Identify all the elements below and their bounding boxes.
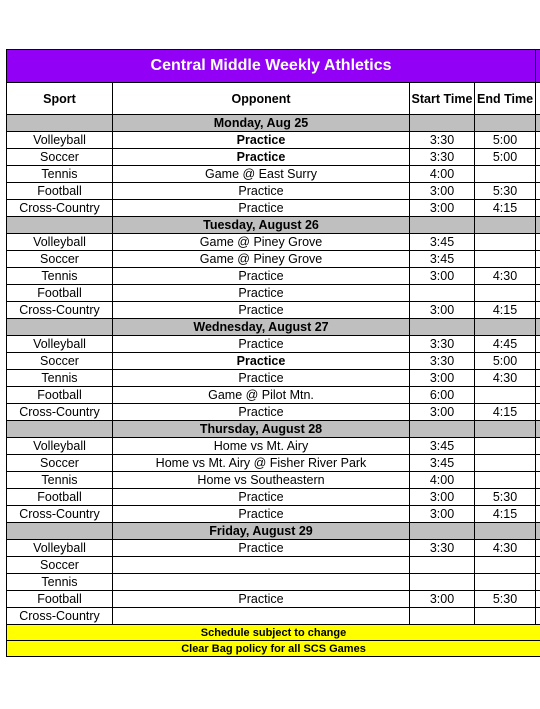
- schedule-row: [7, 455, 540, 472]
- schedule-row: [7, 404, 540, 421]
- schedule-row: [7, 608, 540, 625]
- end-time-cell: [475, 608, 536, 625]
- sport-cell: Volleyball: [7, 336, 113, 353]
- day-spacer: [410, 421, 475, 438]
- end-time-cell: 4:15: [475, 302, 536, 319]
- day-spacer: [475, 319, 536, 336]
- note-text: Schedule subject to change: [7, 625, 540, 641]
- edge-cell: [536, 608, 540, 625]
- schedule-row: [7, 285, 540, 302]
- edge-cell: [536, 234, 540, 251]
- edge-cell: [536, 404, 540, 421]
- schedule-row: [7, 557, 540, 574]
- sport-cell: Football: [7, 489, 113, 506]
- day-label: Wednesday, August 27: [113, 319, 410, 336]
- start-time-cell: [410, 285, 475, 302]
- day-header-row: [7, 319, 540, 336]
- sport-cell: Football: [7, 285, 113, 302]
- start-time-cell: [410, 574, 475, 591]
- edge-cell: [536, 115, 540, 132]
- opponent-cell: Practice: [113, 489, 410, 506]
- end-time-cell: [475, 574, 536, 591]
- start-time-cell: 3:45: [410, 234, 475, 251]
- sport-cell: Cross-Country: [7, 404, 113, 421]
- sport-cell: Football: [7, 387, 113, 404]
- day-spacer: [410, 217, 475, 234]
- start-time-cell: 4:00: [410, 166, 475, 183]
- opponent-cell: Practice: [113, 404, 410, 421]
- sport-cell: Soccer: [7, 353, 113, 370]
- end-time-cell: 5:30: [475, 489, 536, 506]
- edge-cell: [536, 421, 540, 438]
- day-spacer: [7, 319, 113, 336]
- sport-cell: Tennis: [7, 166, 113, 183]
- edge-cell: [536, 285, 540, 302]
- day-spacer: [475, 523, 536, 540]
- end-time-cell: 5:00: [475, 132, 536, 149]
- day-label: Thursday, August 28: [113, 421, 410, 438]
- schedule-row: [7, 591, 540, 608]
- schedule-row: [7, 234, 540, 251]
- edge-cell: [536, 217, 540, 234]
- sport-cell: Football: [7, 183, 113, 200]
- edge-cell: [536, 370, 540, 387]
- sport-cell: Tennis: [7, 370, 113, 387]
- schedule-row: [7, 200, 540, 217]
- edge-cell: [536, 132, 540, 149]
- start-time-cell: 3:30: [410, 132, 475, 149]
- end-time-cell: 5:30: [475, 183, 536, 200]
- schedule-row: [7, 353, 540, 370]
- opponent-cell: Home vs Southeastern: [113, 472, 410, 489]
- opponent-cell: Practice: [113, 370, 410, 387]
- start-time-cell: [410, 608, 475, 625]
- header-row: [7, 83, 540, 115]
- end-time-cell: [475, 166, 536, 183]
- opponent-cell: Practice: [113, 149, 410, 166]
- sheet-title: Central Middle Weekly Athletics: [7, 50, 536, 83]
- schedule-row: [7, 183, 540, 200]
- edge-cell: [536, 523, 540, 540]
- start-time-cell: 3:00: [410, 200, 475, 217]
- start-time-cell: 3:30: [410, 353, 475, 370]
- day-label: Tuesday, August 26: [113, 217, 410, 234]
- opponent-cell: Practice: [113, 132, 410, 149]
- schedule-row: [7, 506, 540, 523]
- end-time-cell: 4:15: [475, 506, 536, 523]
- note-row: [7, 641, 540, 657]
- end-time-cell: 4:15: [475, 404, 536, 421]
- edge-cell: [536, 183, 540, 200]
- day-spacer: [475, 115, 536, 132]
- day-spacer: [410, 115, 475, 132]
- opponent-cell: Home vs Mt. Airy: [113, 438, 410, 455]
- edge-cell: [536, 166, 540, 183]
- opponent-cell: Practice: [113, 285, 410, 302]
- end-time-cell: 4:30: [475, 370, 536, 387]
- day-spacer: [7, 523, 113, 540]
- edge-cell: [536, 336, 540, 353]
- start-time-cell: 3:00: [410, 183, 475, 200]
- schedule-row: [7, 302, 540, 319]
- opponent-cell: Game @ Piney Grove: [113, 234, 410, 251]
- end-time-cell: [475, 557, 536, 574]
- edge-cell: [536, 591, 540, 608]
- start-time-cell: 3:45: [410, 251, 475, 268]
- sport-cell: Cross-Country: [7, 506, 113, 523]
- schedule-row: [7, 540, 540, 557]
- end-time-cell: [475, 387, 536, 404]
- opponent-cell: [113, 574, 410, 591]
- sport-cell: Cross-Country: [7, 608, 113, 625]
- sport-cell: Cross-Country: [7, 200, 113, 217]
- opponent-cell: Practice: [113, 336, 410, 353]
- note-text: Clear Bag policy for all SCS Games: [7, 641, 540, 657]
- edge-cell: [536, 557, 540, 574]
- opponent-cell: Practice: [113, 591, 410, 608]
- schedule-row: [7, 132, 540, 149]
- edge-cell: [536, 540, 540, 557]
- edge-cell: [536, 149, 540, 166]
- day-label: Monday, Aug 25: [113, 115, 410, 132]
- schedule-row: [7, 336, 540, 353]
- day-spacer: [410, 523, 475, 540]
- start-time-cell: 3:00: [410, 489, 475, 506]
- title-row: [7, 50, 540, 83]
- schedule-row: [7, 472, 540, 489]
- day-header-row: [7, 523, 540, 540]
- sport-cell: Cross-Country: [7, 302, 113, 319]
- edge-cell: [536, 50, 540, 83]
- end-time-cell: 4:30: [475, 540, 536, 557]
- edge-cell: [536, 387, 540, 404]
- start-time-cell: 3:00: [410, 591, 475, 608]
- sport-cell: Soccer: [7, 251, 113, 268]
- start-time-cell: 3:45: [410, 438, 475, 455]
- header-sport: Sport: [7, 83, 113, 115]
- end-time-cell: [475, 251, 536, 268]
- start-time-cell: 3:45: [410, 455, 475, 472]
- day-header-row: [7, 115, 540, 132]
- opponent-cell: Practice: [113, 540, 410, 557]
- edge-cell: [536, 489, 540, 506]
- sport-cell: Soccer: [7, 557, 113, 574]
- start-time-cell: 3:00: [410, 404, 475, 421]
- day-header-row: [7, 217, 540, 234]
- edge-cell: [536, 251, 540, 268]
- edge-cell: [536, 574, 540, 591]
- sport-cell: Soccer: [7, 455, 113, 472]
- end-time-cell: 4:45: [475, 336, 536, 353]
- schedule-table: [6, 49, 540, 657]
- opponent-cell: Practice: [113, 183, 410, 200]
- opponent-cell: Game @ Pilot Mtn.: [113, 387, 410, 404]
- sport-cell: Tennis: [7, 574, 113, 591]
- sport-cell: Football: [7, 591, 113, 608]
- schedule-row: [7, 251, 540, 268]
- end-time-cell: [475, 455, 536, 472]
- schedule-row: [7, 489, 540, 506]
- day-spacer: [475, 217, 536, 234]
- end-time-cell: 5:00: [475, 149, 536, 166]
- schedule-row: [7, 166, 540, 183]
- opponent-cell: Game @ East Surry: [113, 166, 410, 183]
- end-time-cell: 5:30: [475, 591, 536, 608]
- day-spacer: [7, 421, 113, 438]
- edge-cell: [536, 506, 540, 523]
- schedule-row: [7, 438, 540, 455]
- end-time-cell: 5:00: [475, 353, 536, 370]
- opponent-cell: Practice: [113, 268, 410, 285]
- sport-cell: Volleyball: [7, 438, 113, 455]
- schedule-row: [7, 574, 540, 591]
- start-time-cell: 3:00: [410, 506, 475, 523]
- sport-cell: Volleyball: [7, 234, 113, 251]
- edge-cell: [536, 438, 540, 455]
- start-time-cell: [410, 557, 475, 574]
- sport-cell: Soccer: [7, 149, 113, 166]
- header-start-time: Start Time: [410, 83, 475, 115]
- end-time-cell: [475, 234, 536, 251]
- opponent-cell: Home vs Mt. Airy @ Fisher River Park: [113, 455, 410, 472]
- start-time-cell: 3:00: [410, 268, 475, 285]
- start-time-cell: 3:30: [410, 149, 475, 166]
- day-spacer: [475, 421, 536, 438]
- end-time-cell: 4:30: [475, 268, 536, 285]
- start-time-cell: 4:00: [410, 472, 475, 489]
- end-time-cell: [475, 472, 536, 489]
- schedule-row: [7, 268, 540, 285]
- schedule-row: [7, 387, 540, 404]
- edge-cell: [536, 302, 540, 319]
- header-end-time: End Time: [475, 83, 536, 115]
- edge-cell: [536, 319, 540, 336]
- edge-cell: [536, 200, 540, 217]
- opponent-cell: [113, 608, 410, 625]
- edge-cell: [536, 353, 540, 370]
- day-label: Friday, August 29: [113, 523, 410, 540]
- day-header-row: [7, 421, 540, 438]
- edge-cell: [536, 83, 540, 115]
- start-time-cell: 3:00: [410, 302, 475, 319]
- day-spacer: [7, 115, 113, 132]
- schedule-row: [7, 149, 540, 166]
- start-time-cell: 3:30: [410, 540, 475, 557]
- end-time-cell: 4:15: [475, 200, 536, 217]
- header-opponent: Opponent: [113, 83, 410, 115]
- schedule-row: [7, 370, 540, 387]
- end-time-cell: [475, 285, 536, 302]
- edge-cell: [536, 268, 540, 285]
- opponent-cell: [113, 557, 410, 574]
- start-time-cell: 3:00: [410, 370, 475, 387]
- start-time-cell: 3:30: [410, 336, 475, 353]
- opponent-cell: Practice: [113, 302, 410, 319]
- sport-cell: Tennis: [7, 472, 113, 489]
- sport-cell: Volleyball: [7, 540, 113, 557]
- opponent-cell: Practice: [113, 200, 410, 217]
- opponent-cell: Practice: [113, 506, 410, 523]
- day-spacer: [410, 319, 475, 336]
- edge-cell: [536, 455, 540, 472]
- end-time-cell: [475, 438, 536, 455]
- opponent-cell: Practice: [113, 353, 410, 370]
- sport-cell: Volleyball: [7, 132, 113, 149]
- day-spacer: [7, 217, 113, 234]
- sport-cell: Tennis: [7, 268, 113, 285]
- opponent-cell: Game @ Piney Grove: [113, 251, 410, 268]
- start-time-cell: 6:00: [410, 387, 475, 404]
- note-row: [7, 625, 540, 641]
- edge-cell: [536, 472, 540, 489]
